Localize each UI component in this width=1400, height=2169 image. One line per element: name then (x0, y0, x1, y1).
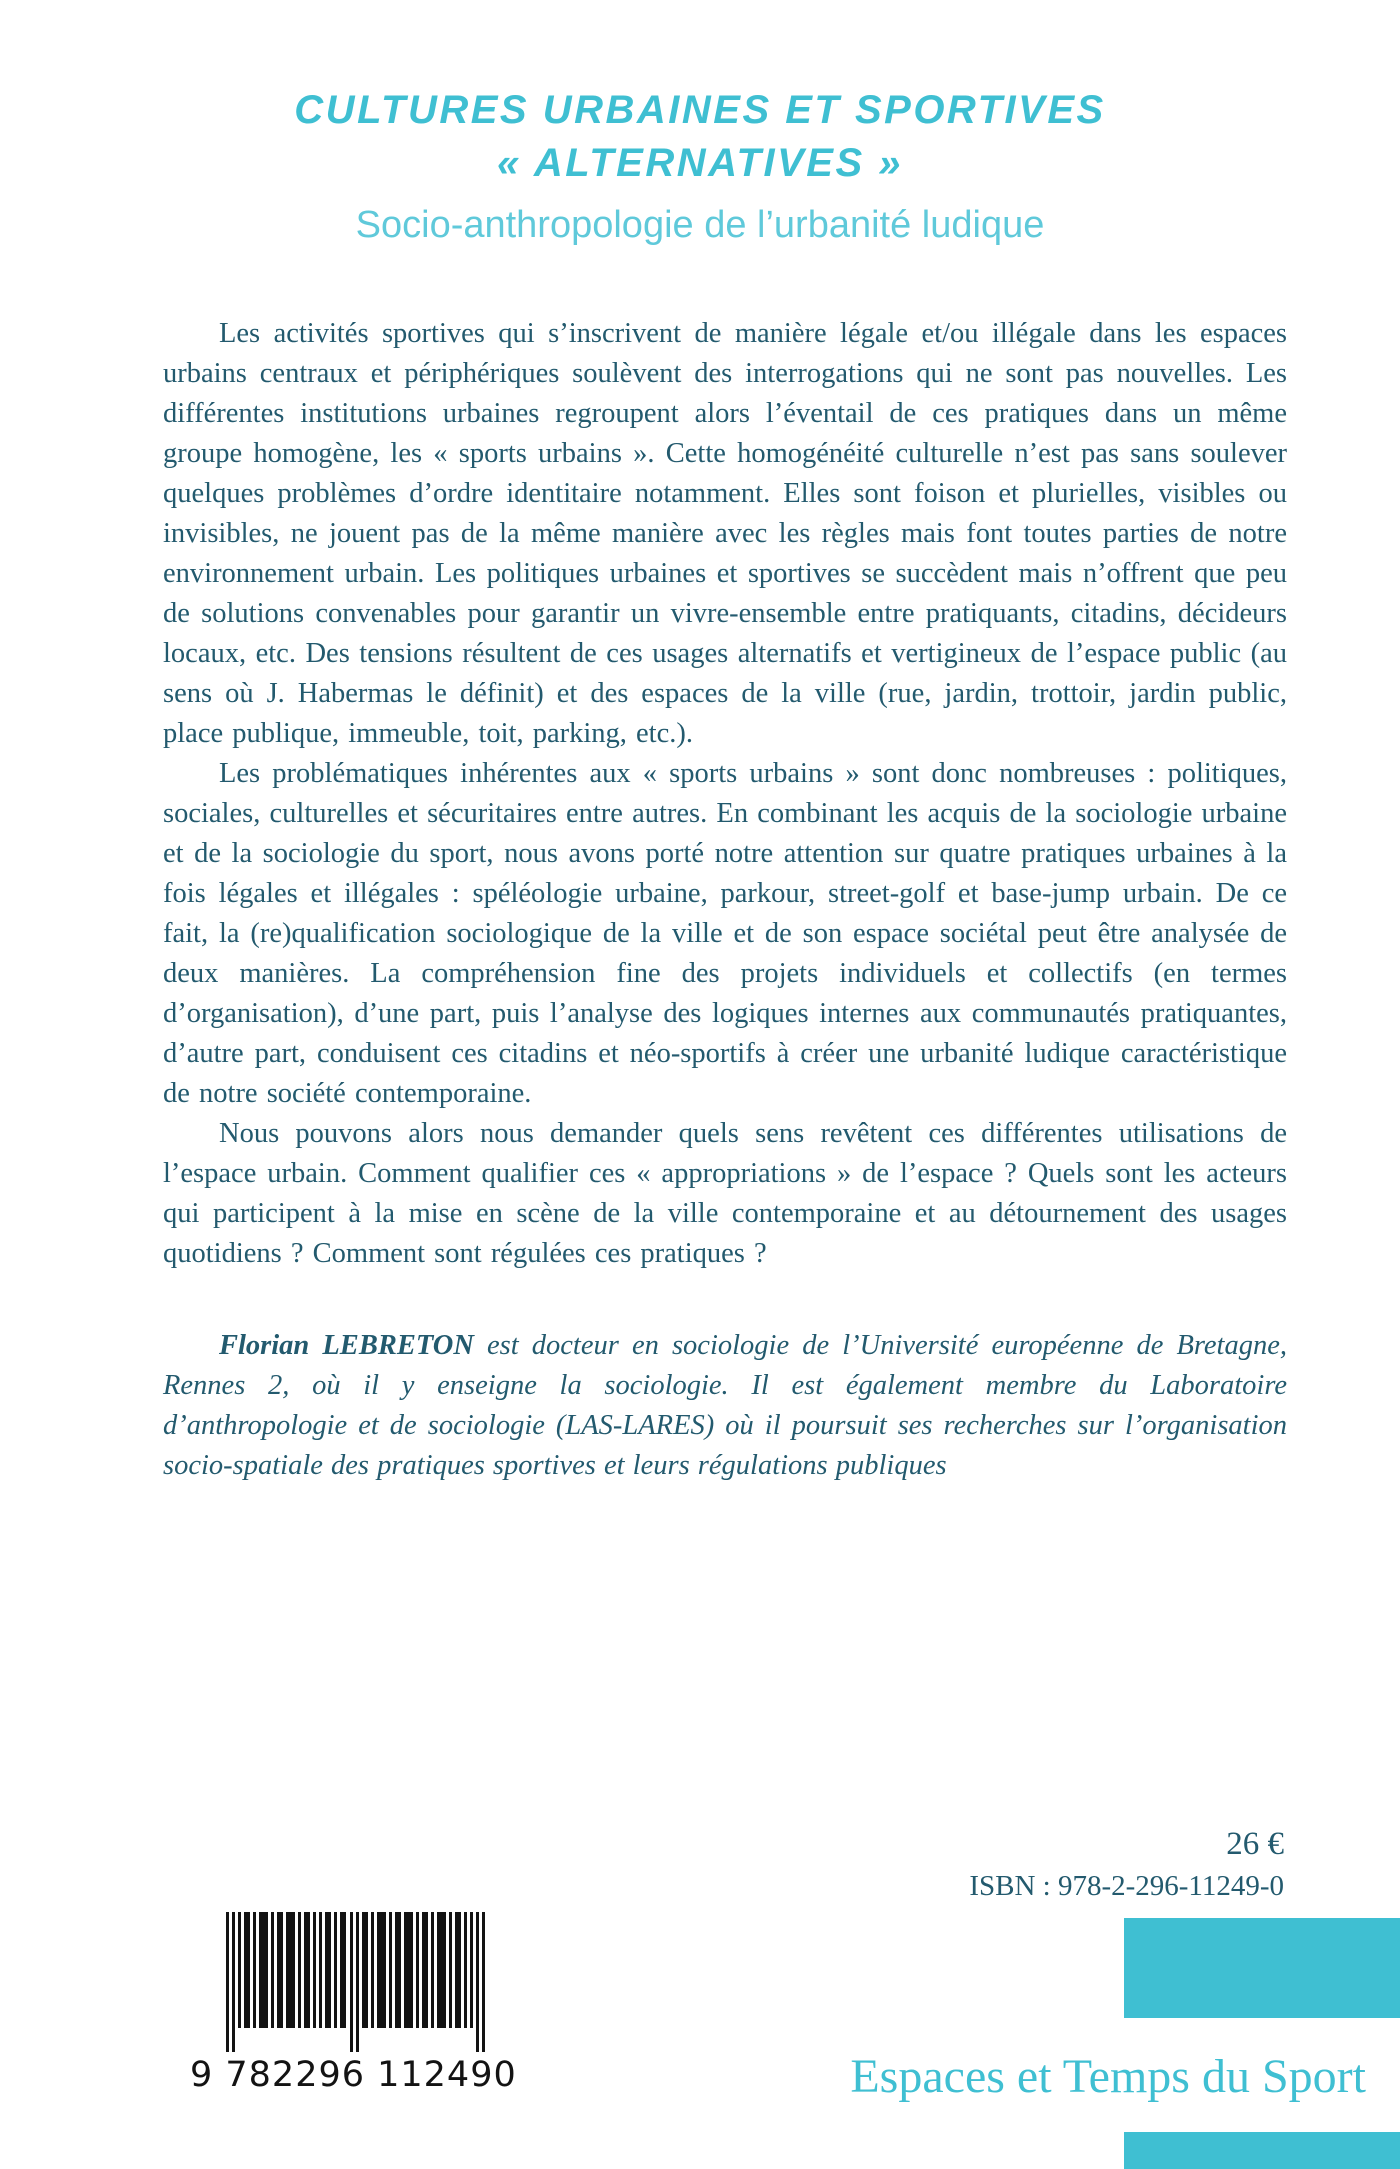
synopsis-paragraph: Les problématiques inhérentes aux « sports urbains » sont donc nombreuses : politiques, sociales, culturelles et sécuritaires entre autres. En combinant les acquis de la sociologie urbaine et de la sociologie du sport, nous avons porté notre attention sur quatre pratiques urbaines à la fois légales et illégales : spéléologie urbaine, parkour, street-golf et base-jump urbain. De ce fait, la (re)qualification sociologique de la ville et de son espace sociétal peut être analysée de deux manières. La compréhension fine des projets individuels et collectifs (en termes d’organisation), d’une part, puis l’analyse des logiques internes aux communautés pratiquantes, d’autre part, conduisent ces citadins et néo-sportifs à créer une urbanité ludique caractéristique de notre société contemporaine. (163, 758, 1287, 1109)
book-title-line2: « ALTERNATIVES » (497, 141, 903, 185)
accent-block-bottom (1124, 2132, 1400, 2169)
isbn: ISBN : 978-2-296-11249-0 (969, 1870, 1284, 1902)
barcode-digits: 9 782296 112490 (190, 2055, 517, 2095)
book-title-line1: CULTURES URBAINES ET SPORTIVES (294, 88, 1106, 132)
barcode (190, 1912, 518, 2095)
price-block (969, 1822, 1284, 1906)
synopsis-paragraph: Nous pouvons alors nous demander quels sens revêtent ces différentes utilisations de l’espace urbain. Comment qualifier ces « appropriations » de l’espace ? Quels sont les acteurs qui participent à la mise en scène de la ville contemporaine et au détournement des usages quotidiens ? Comment sont régulées ces pratiques ? (163, 1118, 1287, 1269)
header (0, 0, 1400, 250)
barcode-bars (198, 1912, 516, 2052)
collection-name: Espaces et Temps du Sport (850, 2050, 1366, 2103)
author-bio (163, 1326, 1287, 1486)
accent-block-top (1124, 1918, 1400, 2018)
author-name: Florian LEBRETON (219, 1330, 474, 1361)
price: 26 € (1226, 1826, 1284, 1862)
synopsis-paragraph: Les activités sportives qui s’inscrivent de manière légale et/ou illégale dans les espaces urbains centraux et périphériques soulèvent des interrogations qui ne sont pas nouvelles. Les différentes institutions urbaines regroupent alors l’éventail de ces pratiques dans un même groupe homogène, les « sports urbains ». Cette homogénéité culturelle n’est pas sans soulever quelques problèmes d’ordre identitaire notamment. Elles sont foison et plurielles, visibles ou invisibles, ne jouent pas de la même manière avec les règles mais font toutes parties de notre environnement urbain. Les politiques urbaines et sportives se succèdent mais n’offrent que peu de solutions convenables pour garantir un vivre-ensemble entre pratiquants, citadins, décideurs locaux, etc. Des tensions résultent de ces usages alternatifs et vertigineux de l’espace public (au sens où J. Habermas le définit) et des espaces de la ville (rue, jardin, trottoir, jardin public, place publique, immeuble, toit, parking, etc.). (163, 318, 1287, 749)
synopsis (163, 314, 1287, 1274)
book-subtitle: Socio-anthropologie de l’urbanité ludique (355, 204, 1045, 246)
author-bio-text: est docteur en sociologie de l’Université européenne de Bretagne, Rennes 2, où il y enseigne la sociologie. Il est également membre du Laboratoire d’anthropologie et de sociologie (LAS-LARES) où il poursuit ses recherches sur l’organisation socio-spatiale des pratiques sportives et leurs régulations publiques (163, 1330, 1287, 1481)
